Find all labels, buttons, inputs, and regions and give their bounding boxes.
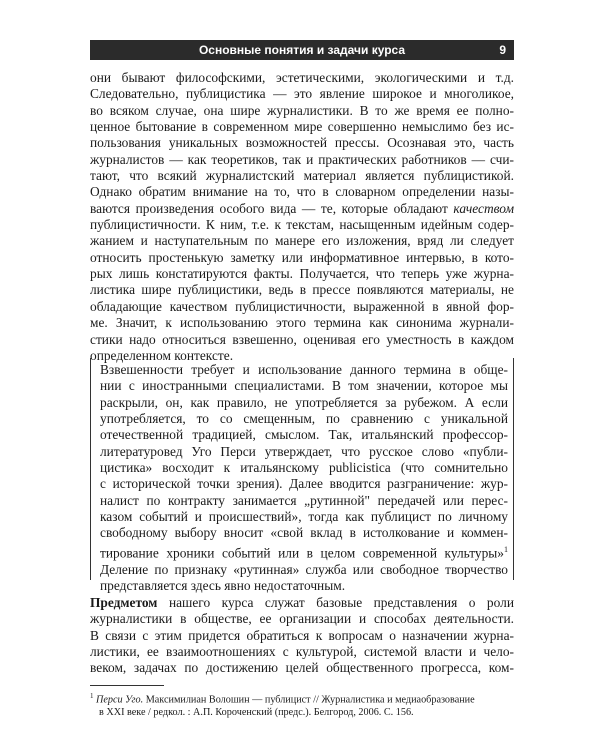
text-line: ваются произведения особого вида — те, которые обладают качеством — [90, 200, 514, 216]
text-line: пользования уникальных возможностей прессы. Осознавая это, часть — [90, 135, 514, 151]
text-line: Предметом нашего курса служат базовые представления о роли — [90, 595, 514, 610]
text-line: публицистичности. К ним, т.е. к текстам, насыщенным идейным содер- — [90, 217, 514, 233]
text-line: тирование хроники событий или в целом современной культуры»$^1$ — [100, 544, 508, 561]
text-line: В связи с этим придется обратиться к вопросам о назначении журна- — [90, 627, 514, 643]
text-line: рых лишь констатируются факты. Получается, что теперь уже журна- — [90, 266, 514, 282]
footnote-marker: 1 — [90, 692, 94, 700]
text-line: ценное бытование в современном мире совершенно немыслимо без ис- — [90, 119, 514, 135]
text-line: нии с иностранными специалистами. В том значении, которое мы — [100, 378, 508, 394]
bold-term: Предметом — [90, 595, 158, 610]
text-line: Деление по признаку «рутинная» служба или свободное творчество — [100, 561, 508, 577]
footnote-rule — [90, 685, 164, 686]
text-line: представляется здесь явно недостаточным. — [100, 577, 346, 593]
text-line: они бывают философскими, эстетическими, экологическими и т.д. — [90, 70, 514, 85]
text-line: отечественной традицией, смыслом. Так, итальянский профессор- — [100, 427, 508, 443]
text-line: относить простенькую заметку или информативное интервью, в кото- — [90, 249, 514, 265]
paragraph-2 — [100, 362, 508, 594]
paragraph-1 — [90, 70, 514, 364]
text-line: Взвешенности требует и использование данного термина в обще- — [100, 362, 508, 377]
text-line: свободному выбору вносит «свой вклад в истолкование и коммен- — [100, 525, 508, 541]
text-line: стики надо относиться взвешенно, оценивая его уместность в каждом — [90, 331, 514, 347]
text-line: налист по контракту занимается „рутинной" передачей или перес- — [100, 492, 508, 508]
italic-term: качеством — [453, 200, 514, 216]
text-line: определенном контексте. — [90, 347, 234, 363]
header-title: Основные понятия и задачи курса — [198, 43, 406, 57]
page-number: 9 — [499, 43, 506, 57]
running-header — [90, 40, 514, 60]
footnote-line: $^1$ Перси Уго. Максимилиан Волошин — публицист // Журналистика и медиаобразование — [90, 692, 475, 706]
footnote — [90, 690, 514, 719]
text-line: журналистики в обществе, ее организации и способах деятельности. — [90, 611, 514, 627]
text-line: журналистов — как теоретиков, так и практических работников — счи- — [90, 151, 514, 167]
text-line: цистика» восходит к итальянскому publicistica (что сомнительно — [100, 460, 508, 476]
footnote-ref: 1 — [504, 544, 508, 554]
text-line: во всяком случае, она шире журналистики. В то же время ее полно- — [90, 102, 514, 118]
text-line: обладающие качеством публицистичности, выраженной в явной фор- — [90, 298, 514, 314]
text-line: жанием и наступательным по манере его изложения, вряд ли следует — [90, 233, 514, 249]
text-line: тают, что всякий журналистский материал является публицистикой. — [90, 168, 514, 184]
text-line: листика шире публицистики, ведь в прессе появляются материалы, не — [90, 282, 514, 298]
text-line: с исторической точки зрения). Далее вводится разграничение: жур- — [100, 476, 508, 492]
text-line: употребляется, то со смещенным, по сравнению с уникальной — [100, 411, 508, 427]
paragraph-3 — [90, 595, 514, 677]
footnote-line: в XXI веке / редкол. : А.П. Короченский (предс.). Белгород, 2006. С. 156. — [99, 707, 414, 719]
text-line: Однако обратим внимание на то, что в словарном определении назы- — [90, 184, 514, 200]
text-line: казом событий и происшествий», тогда как публицист по личному — [100, 509, 508, 525]
text-line: литературовед Уго Перси утверждает, что русское слово «публи- — [100, 443, 508, 459]
text-line: Следовательно, публицистика — это явление широкое и многоликое, — [90, 86, 514, 102]
text-line: веком, задачах по достижению целей общественного прогресса, ком- — [90, 660, 514, 676]
text-line: ме. Значит, к использованию этого термина как синонима журнали- — [90, 315, 514, 331]
footnote-author: Перси Уго. — [96, 694, 144, 706]
text-line: раскрыли, он, как правило, не употребляется за рубежом. А если — [100, 394, 508, 410]
text-line: листики, ее взаимоотношениях с культурой, системой власти и чело- — [90, 644, 514, 660]
